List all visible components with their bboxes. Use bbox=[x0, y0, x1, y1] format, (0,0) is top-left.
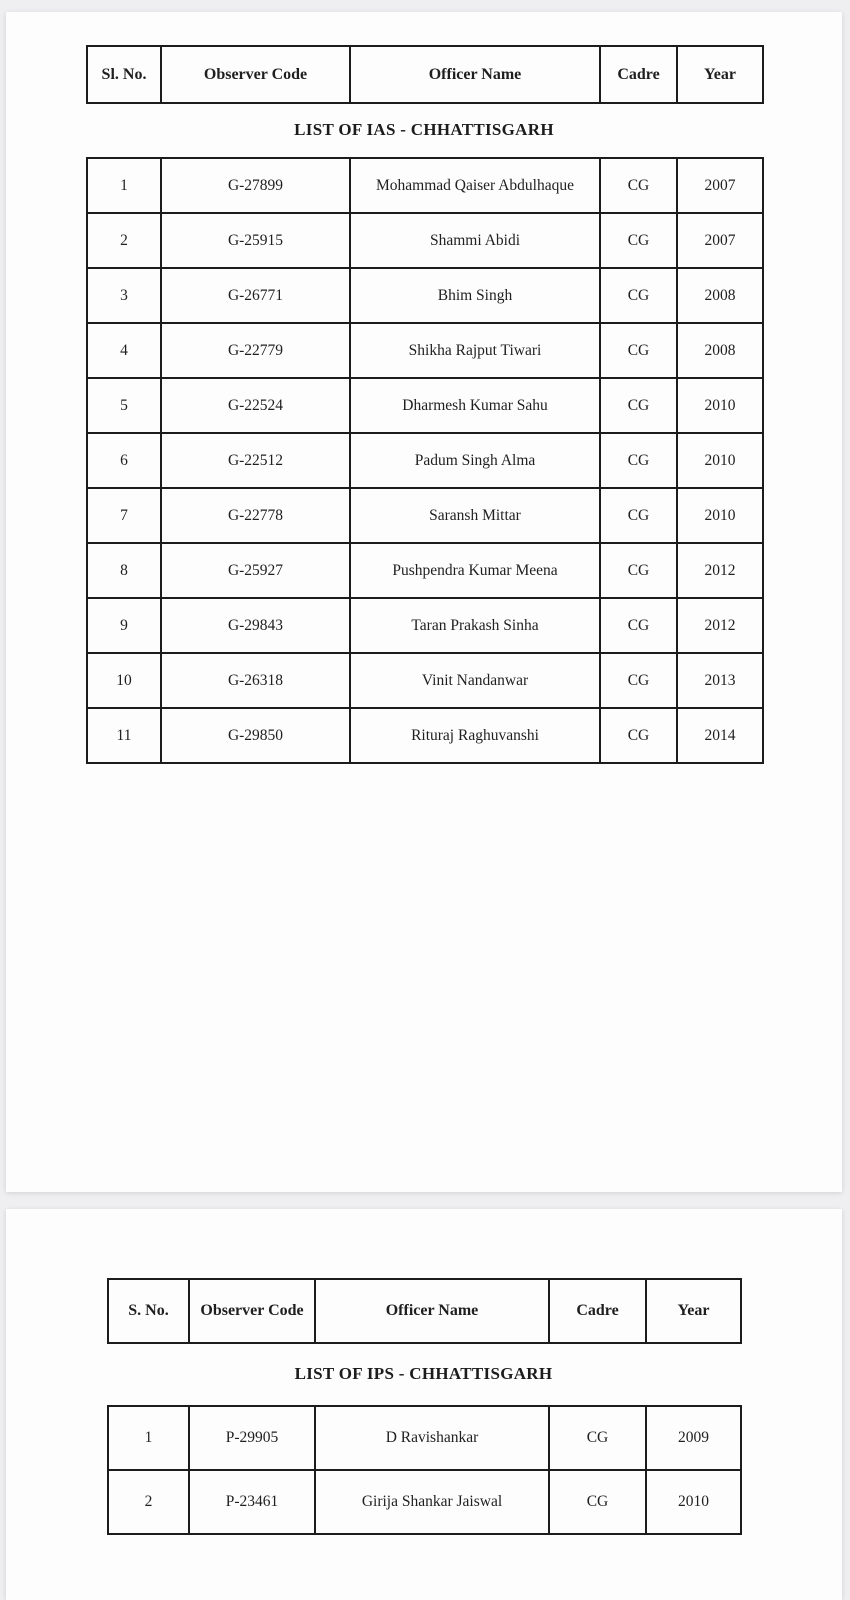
table-cell: 1 bbox=[87, 158, 161, 213]
table-row bbox=[87, 488, 763, 543]
table-cell: Pushpendra Kumar Meena bbox=[350, 543, 600, 598]
table-cell: G-25915 bbox=[161, 213, 350, 268]
column-header: S. No. bbox=[108, 1279, 189, 1343]
table-cell: G-25927 bbox=[161, 543, 350, 598]
ias-data-table bbox=[86, 157, 764, 764]
table-row bbox=[87, 213, 763, 268]
header-row bbox=[108, 1279, 741, 1343]
table-cell: 2010 bbox=[677, 488, 763, 543]
table-cell: 2013 bbox=[677, 653, 763, 708]
table-cell: 2010 bbox=[677, 433, 763, 488]
table-cell: 8 bbox=[87, 543, 161, 598]
table-cell: G-22778 bbox=[161, 488, 350, 543]
table-cell: 3 bbox=[87, 268, 161, 323]
table-cell: 2012 bbox=[677, 598, 763, 653]
table-cell: 2010 bbox=[646, 1470, 741, 1534]
column-header: Year bbox=[677, 46, 763, 103]
table-cell: 11 bbox=[87, 708, 161, 763]
table-cell: Dharmesh Kumar Sahu bbox=[350, 378, 600, 433]
column-header: Cadre bbox=[600, 46, 677, 103]
table-cell: CG bbox=[600, 708, 677, 763]
table-cell: P-23461 bbox=[189, 1470, 315, 1534]
table-cell: 2009 bbox=[646, 1406, 741, 1470]
table-cell: 2014 bbox=[677, 708, 763, 763]
table-cell: Bhim Singh bbox=[350, 268, 600, 323]
table-cell: G-26771 bbox=[161, 268, 350, 323]
ias-header-table bbox=[86, 45, 764, 104]
table-cell: 2007 bbox=[677, 158, 763, 213]
table-cell: 2010 bbox=[677, 378, 763, 433]
table-cell: 1 bbox=[108, 1406, 189, 1470]
table-cell: 2 bbox=[108, 1470, 189, 1534]
table-cell: Rituraj Raghuvanshi bbox=[350, 708, 600, 763]
table-row bbox=[108, 1470, 741, 1534]
table-row bbox=[87, 268, 763, 323]
section-title-ias: LIST OF IAS - CHHATTISGARH bbox=[294, 119, 554, 139]
table-cell: Shammi Abidi bbox=[350, 213, 600, 268]
table-cell: 2008 bbox=[677, 268, 763, 323]
table-cell: Shikha Rajput Tiwari bbox=[350, 323, 600, 378]
table-cell: Padum Singh Alma bbox=[350, 433, 600, 488]
table-cell: 2 bbox=[87, 213, 161, 268]
table-cell: P-29905 bbox=[189, 1406, 315, 1470]
table-cell: CG bbox=[600, 543, 677, 598]
column-header: Cadre bbox=[549, 1279, 646, 1343]
table-cell: CG bbox=[600, 213, 677, 268]
table-cell: CG bbox=[600, 268, 677, 323]
column-header: Year bbox=[646, 1279, 741, 1343]
page-ias bbox=[6, 12, 842, 1192]
table-cell: 2007 bbox=[677, 213, 763, 268]
section-title-ips: LIST OF IPS - CHHATTISGARH bbox=[294, 1363, 553, 1383]
table-cell: 7 bbox=[87, 488, 161, 543]
table-cell: G-29850 bbox=[161, 708, 350, 763]
table-cell: G-26318 bbox=[161, 653, 350, 708]
table-cell: G-22524 bbox=[161, 378, 350, 433]
column-header: Officer Name bbox=[350, 46, 600, 103]
column-header: Observer Code bbox=[189, 1279, 315, 1343]
table-cell: G-22512 bbox=[161, 433, 350, 488]
table-cell: CG bbox=[600, 323, 677, 378]
table-cell: Mohammad Qaiser Abdulhaque bbox=[350, 158, 600, 213]
table-row bbox=[87, 543, 763, 598]
table-cell: CG bbox=[600, 653, 677, 708]
column-header: Observer Code bbox=[161, 46, 350, 103]
table-cell: CG bbox=[600, 598, 677, 653]
ips-header-table bbox=[107, 1278, 742, 1344]
table-cell: 5 bbox=[87, 378, 161, 433]
table-cell: Taran Prakash Sinha bbox=[350, 598, 600, 653]
table-row bbox=[87, 653, 763, 708]
table-cell: D Ravishankar bbox=[315, 1406, 549, 1470]
table-row bbox=[87, 158, 763, 213]
table-row bbox=[108, 1406, 741, 1470]
table-cell: G-29843 bbox=[161, 598, 350, 653]
table-cell: CG bbox=[600, 433, 677, 488]
table-row bbox=[87, 378, 763, 433]
table-cell: 6 bbox=[87, 433, 161, 488]
table-cell: Girija Shankar Jaiswal bbox=[315, 1470, 549, 1534]
table-cell: Saransh Mittar bbox=[350, 488, 600, 543]
page-ips bbox=[6, 1209, 842, 1600]
ips-data-table bbox=[107, 1405, 742, 1535]
table-row bbox=[87, 323, 763, 378]
table-row bbox=[87, 433, 763, 488]
table-cell: 2008 bbox=[677, 323, 763, 378]
column-header: Sl. No. bbox=[87, 46, 161, 103]
table-cell: CG bbox=[600, 158, 677, 213]
table-cell: G-27899 bbox=[161, 158, 350, 213]
table-cell: CG bbox=[600, 488, 677, 543]
table-cell: CG bbox=[549, 1406, 646, 1470]
header-row bbox=[87, 46, 763, 103]
table-cell: 4 bbox=[87, 323, 161, 378]
table-cell: 9 bbox=[87, 598, 161, 653]
table-cell: CG bbox=[600, 378, 677, 433]
table-cell: G-22779 bbox=[161, 323, 350, 378]
table-cell: Vinit Nandanwar bbox=[350, 653, 600, 708]
table-row bbox=[87, 598, 763, 653]
column-header: Officer Name bbox=[315, 1279, 549, 1343]
table-cell: CG bbox=[549, 1470, 646, 1534]
table-cell: 2012 bbox=[677, 543, 763, 598]
table-cell: 10 bbox=[87, 653, 161, 708]
table-row bbox=[87, 708, 763, 763]
